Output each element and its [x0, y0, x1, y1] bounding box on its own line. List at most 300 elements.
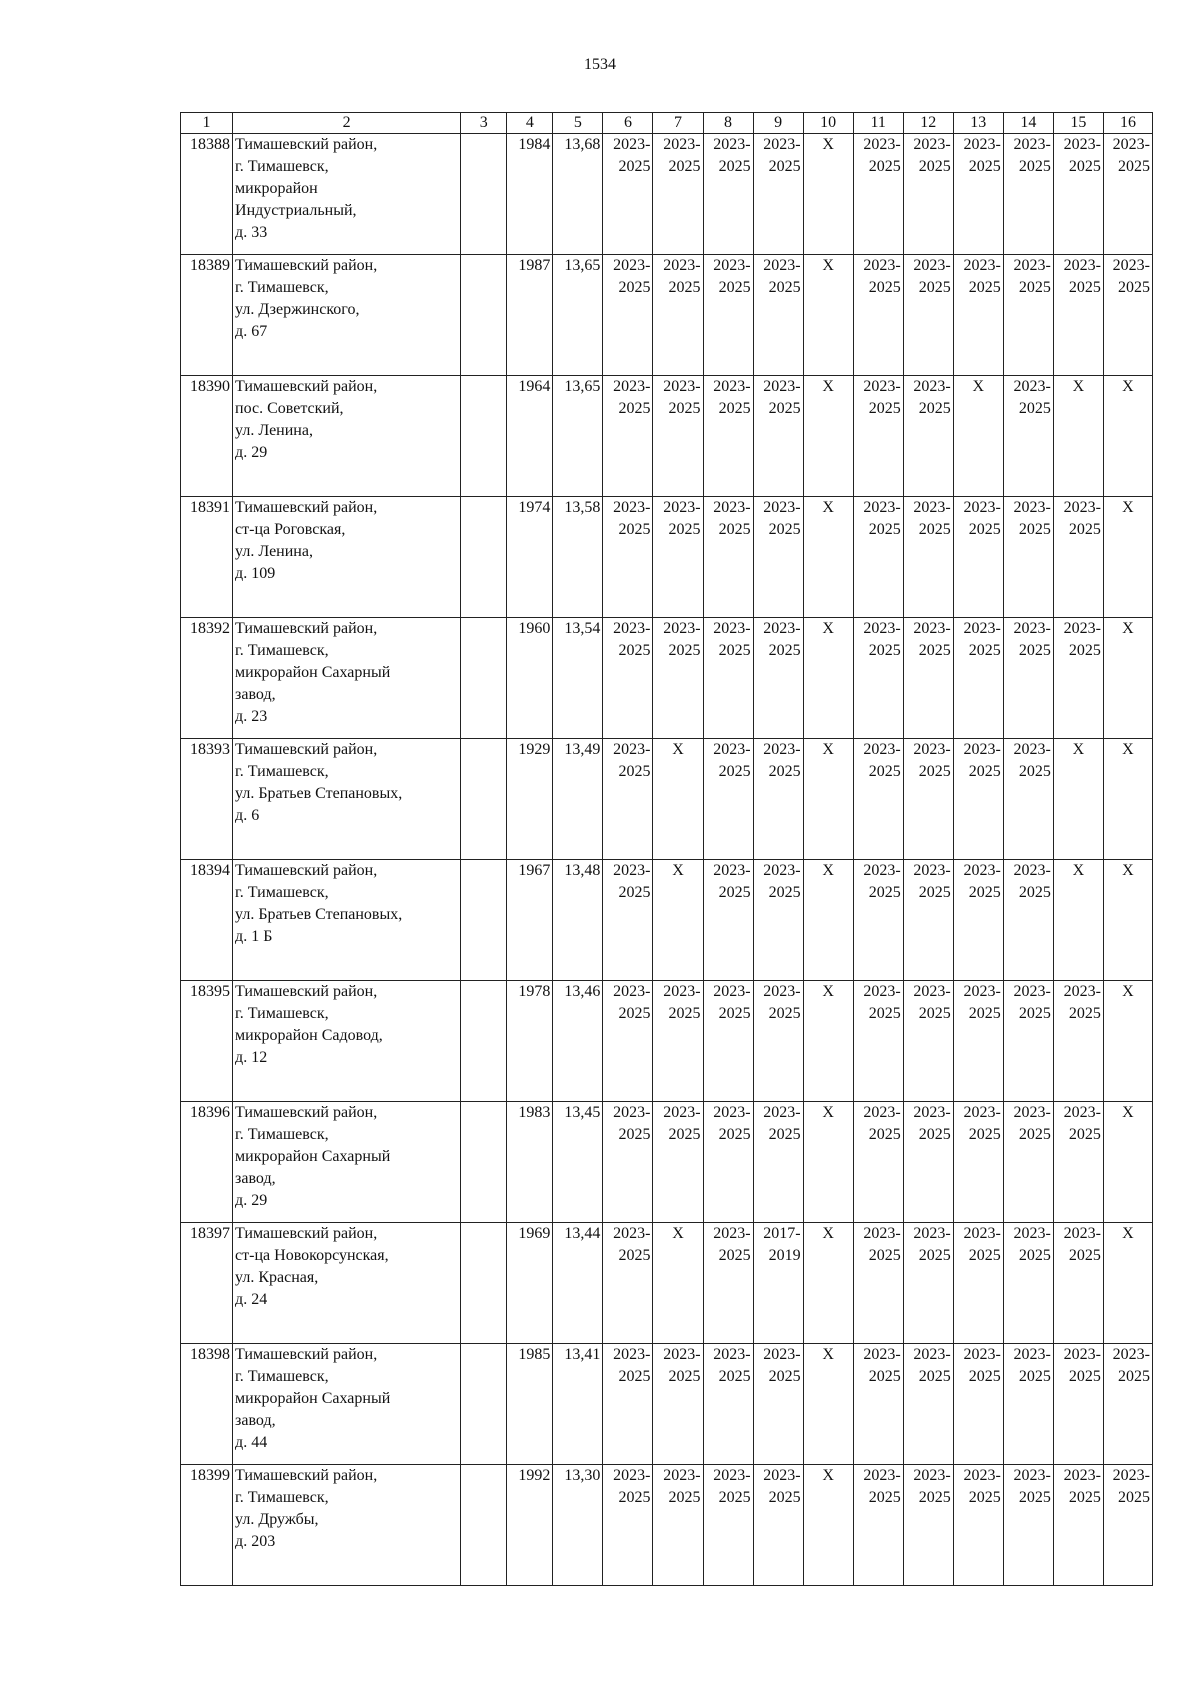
period-end: 2025 — [918, 642, 951, 659]
period-end: 2025 — [868, 1126, 901, 1143]
table-row — [181, 1102, 1153, 1223]
address-cell — [233, 497, 461, 618]
period-start: 2023- — [913, 1225, 951, 1242]
period-cell-col-12 — [903, 1102, 953, 1223]
period-start: 2023- — [863, 136, 901, 153]
period-cell-col-12 — [903, 1344, 953, 1465]
period-cell-col-10: X — [803, 255, 853, 376]
period-end: 2025 — [868, 1489, 901, 1506]
period-end: 2025 — [668, 1368, 701, 1385]
period-end: 2025 — [868, 763, 901, 780]
period-end: 2025 — [1068, 1368, 1101, 1385]
period-end: 2025 — [968, 279, 1001, 296]
address-cell — [233, 618, 461, 739]
address-line: ул. Дзержинского, — [235, 301, 360, 318]
value-cell: 13,68 — [553, 134, 603, 255]
period-start: 2023- — [763, 741, 801, 758]
period-start: 2023- — [613, 499, 651, 516]
table-row — [181, 618, 1153, 739]
period-cell-col-11 — [853, 1102, 903, 1223]
period-start: 2023- — [663, 378, 701, 395]
column-3-cell — [461, 1102, 507, 1223]
period-start: 2023- — [763, 1467, 801, 1484]
period-cell-col-15 — [1053, 497, 1103, 618]
period-cell-col-13 — [953, 497, 1003, 618]
period-end: 2025 — [968, 1247, 1001, 1264]
period-start: 2023- — [1063, 1346, 1101, 1363]
address-cell — [233, 981, 461, 1102]
address-line: г. Тимашевск, — [235, 279, 329, 296]
period-cell-col-16 — [1103, 1344, 1152, 1465]
period-cell-col-13 — [953, 618, 1003, 739]
period-cell-col-9 — [753, 497, 803, 618]
period-cell-col-16: X — [1103, 497, 1152, 618]
period-start: 2023- — [613, 620, 651, 637]
period-cell-col-7 — [653, 134, 703, 255]
period-cell-col-13 — [953, 1102, 1003, 1223]
period-start: 2023- — [1063, 620, 1101, 637]
period-cell-col-13 — [953, 1465, 1003, 1586]
period-cell-col-8 — [703, 255, 753, 376]
period-cell-col-12 — [903, 1223, 953, 1344]
period-cell-col-12 — [903, 739, 953, 860]
period-cell-col-16 — [1103, 1465, 1152, 1586]
period-start: 2023- — [963, 983, 1001, 1000]
period-end: 2025 — [618, 763, 651, 780]
period-start: 2017- — [763, 1225, 801, 1242]
period-cell-col-10: X — [803, 981, 853, 1102]
period-end: 2025 — [618, 279, 651, 296]
address-cell — [233, 134, 461, 255]
period-start: 2023- — [1063, 499, 1101, 516]
table-row — [181, 134, 1153, 255]
period-cell-col-15 — [1053, 1344, 1103, 1465]
period-cell-col-10: X — [803, 134, 853, 255]
period-start: 2023- — [1013, 1104, 1051, 1121]
period-start: 2023- — [1112, 257, 1150, 274]
period-start: 2023- — [913, 620, 951, 637]
period-end: 2025 — [968, 1005, 1001, 1022]
period-end: 2025 — [868, 642, 901, 659]
period-end: 2025 — [918, 1005, 951, 1022]
period-start: 2023- — [763, 1104, 801, 1121]
period-cell-col-8 — [703, 134, 753, 255]
column-header-6: 6 — [603, 113, 653, 134]
table-row — [181, 739, 1153, 860]
address-line: завод, — [235, 1170, 276, 1187]
period-start: 2023- — [913, 499, 951, 516]
period-end: 2025 — [718, 642, 751, 659]
period-cell-col-6 — [603, 618, 653, 739]
period-end: 2025 — [618, 1126, 651, 1143]
period-end: 2025 — [968, 1126, 1001, 1143]
period-cell-col-9 — [753, 134, 803, 255]
period-start: 2023- — [713, 257, 751, 274]
period-end: 2025 — [968, 642, 1001, 659]
address-line: микрорайон Сахарный — [235, 1390, 391, 1407]
year-cell: 1987 — [507, 255, 553, 376]
address-line: д. 109 — [235, 565, 276, 582]
address-line: Индустриальный, — [235, 202, 357, 219]
period-start: 2023- — [613, 378, 651, 395]
period-start: 2023- — [863, 1346, 901, 1363]
period-cell-col-15 — [1053, 618, 1103, 739]
period-cell-col-13: X — [953, 376, 1003, 497]
row-number: 18392 — [181, 618, 233, 739]
table-header — [181, 113, 1153, 134]
period-cell-col-6 — [603, 497, 653, 618]
period-cell-col-13 — [953, 981, 1003, 1102]
row-number: 18397 — [181, 1223, 233, 1344]
period-start: 2023- — [913, 862, 951, 879]
period-cell-col-16: X — [1103, 739, 1152, 860]
period-start: 2023- — [763, 862, 801, 879]
period-start: 2023- — [963, 1225, 1001, 1242]
period-start: 2023- — [963, 741, 1001, 758]
period-start: 2023- — [963, 1104, 1001, 1121]
period-cell-col-14 — [1003, 497, 1053, 618]
address-line: Тимашевский район, — [235, 862, 378, 879]
period-start: 2023- — [663, 1467, 701, 1484]
period-cell-col-15 — [1053, 134, 1103, 255]
period-end: 2025 — [1018, 1126, 1051, 1143]
period-cell-col-11 — [853, 255, 903, 376]
address-line: д. 23 — [235, 708, 268, 725]
period-cell-col-15 — [1053, 1223, 1103, 1344]
column-3-cell — [461, 1344, 507, 1465]
period-cell-col-11 — [853, 1223, 903, 1344]
period-start: 2023- — [1112, 1346, 1150, 1363]
period-cell-col-13 — [953, 134, 1003, 255]
period-cell-col-14 — [1003, 376, 1053, 497]
address-line: г. Тимашевск, — [235, 1489, 329, 1506]
row-number: 18393 — [181, 739, 233, 860]
address-line: г. Тимашевск, — [235, 763, 329, 780]
period-end: 2025 — [918, 158, 951, 175]
year-cell: 1969 — [507, 1223, 553, 1344]
period-cell-col-12 — [903, 255, 953, 376]
period-end: 2025 — [1068, 1005, 1101, 1022]
address-line: Тимашевский район, — [235, 378, 378, 395]
address-line: д. 24 — [235, 1291, 268, 1308]
period-cell-col-13 — [953, 860, 1003, 981]
period-cell-col-14 — [1003, 739, 1053, 860]
period-end: 2025 — [718, 763, 751, 780]
period-start: 2023- — [763, 1346, 801, 1363]
period-start: 2023- — [713, 1467, 751, 1484]
address-line: ул. Ленина, — [235, 543, 313, 560]
period-end: 2025 — [1018, 884, 1051, 901]
year-cell: 1984 — [507, 134, 553, 255]
period-start: 2023- — [913, 1467, 951, 1484]
period-end: 2025 — [618, 642, 651, 659]
period-cell-col-11 — [853, 860, 903, 981]
header-row — [181, 113, 1153, 134]
address-line: ул. Братьев Степановых, — [235, 906, 403, 923]
period-start: 2023- — [763, 620, 801, 637]
period-cell-col-9 — [753, 1344, 803, 1465]
period-start: 2023- — [1013, 983, 1051, 1000]
period-cell-col-9 — [753, 376, 803, 497]
period-start: 2023- — [713, 1225, 751, 1242]
period-start: 2023- — [1013, 378, 1051, 395]
period-start: 2023- — [963, 257, 1001, 274]
period-start: 2023- — [663, 1104, 701, 1121]
period-start: 2023- — [763, 983, 801, 1000]
period-cell-col-12 — [903, 618, 953, 739]
period-end: 2025 — [618, 1247, 651, 1264]
period-start: 2023- — [1063, 1104, 1101, 1121]
table-row — [181, 981, 1153, 1102]
period-end: 2025 — [1018, 1489, 1051, 1506]
address-line: г. Тимашевск, — [235, 1368, 329, 1385]
period-start: 2023- — [763, 499, 801, 516]
period-cell-col-7: X — [653, 860, 703, 981]
row-number: 18388 — [181, 134, 233, 255]
period-cell-col-10: X — [803, 1102, 853, 1223]
year-cell: 1929 — [507, 739, 553, 860]
period-cell-col-8 — [703, 618, 753, 739]
period-cell-col-7 — [653, 1102, 703, 1223]
value-cell: 13,54 — [553, 618, 603, 739]
column-header-9: 9 — [753, 113, 803, 134]
column-header-16: 16 — [1103, 113, 1152, 134]
address-line: Тимашевский район, — [235, 741, 378, 758]
column-3-cell — [461, 860, 507, 981]
period-end: 2025 — [768, 158, 801, 175]
period-cell-col-7 — [653, 376, 703, 497]
address-line: микрорайон — [235, 180, 318, 197]
period-end: 2025 — [868, 279, 901, 296]
period-end: 2025 — [868, 1368, 901, 1385]
period-end: 2025 — [918, 763, 951, 780]
period-start: 2023- — [863, 499, 901, 516]
period-start: 2023- — [713, 378, 751, 395]
value-cell: 13,65 — [553, 255, 603, 376]
address-line: ул. Красная, — [235, 1269, 319, 1286]
period-start: 2023- — [963, 499, 1001, 516]
period-end: 2025 — [618, 1489, 651, 1506]
address-line: Тимашевский район, — [235, 257, 378, 274]
column-3-cell — [461, 255, 507, 376]
period-end: 2025 — [1018, 400, 1051, 417]
address-cell — [233, 860, 461, 981]
period-end: 2025 — [1018, 763, 1051, 780]
period-cell-col-16: X — [1103, 981, 1152, 1102]
period-cell-col-11 — [853, 981, 903, 1102]
period-end: 2025 — [918, 884, 951, 901]
period-cell-col-10: X — [803, 739, 853, 860]
period-cell-col-7 — [653, 497, 703, 618]
period-end: 2025 — [918, 1126, 951, 1143]
period-cell-col-14 — [1003, 134, 1053, 255]
period-cell-col-10: X — [803, 376, 853, 497]
period-start: 2023- — [1112, 1467, 1150, 1484]
period-end: 2025 — [918, 279, 951, 296]
period-start: 2023- — [863, 862, 901, 879]
table-row — [181, 497, 1153, 618]
period-cell-col-14 — [1003, 1102, 1053, 1223]
period-end: 2025 — [618, 884, 651, 901]
period-start: 2023- — [1013, 136, 1051, 153]
period-end: 2025 — [918, 1368, 951, 1385]
period-cell-col-7 — [653, 981, 703, 1102]
period-cell-col-8 — [703, 1344, 753, 1465]
period-end: 2025 — [768, 521, 801, 538]
table-row — [181, 1465, 1153, 1586]
period-cell-col-16 — [1103, 134, 1152, 255]
period-start: 2023- — [913, 136, 951, 153]
period-start: 2023- — [613, 741, 651, 758]
period-start: 2023- — [713, 136, 751, 153]
period-start: 2023- — [713, 620, 751, 637]
column-header-1: 1 — [181, 113, 233, 134]
address-line: г. Тимашевск, — [235, 158, 329, 175]
period-start: 2023- — [613, 136, 651, 153]
period-start: 2023- — [1112, 136, 1150, 153]
address-line: г. Тимашевск, — [235, 1005, 329, 1022]
address-cell — [233, 255, 461, 376]
period-cell-col-12 — [903, 860, 953, 981]
period-cell-col-14 — [1003, 255, 1053, 376]
period-cell-col-16: X — [1103, 1223, 1152, 1344]
period-cell-col-15: X — [1053, 376, 1103, 497]
value-cell: 13,58 — [553, 497, 603, 618]
period-cell-col-10: X — [803, 1465, 853, 1586]
year-cell: 1964 — [507, 376, 553, 497]
period-start: 2023- — [663, 499, 701, 516]
period-cell-col-12 — [903, 981, 953, 1102]
table-row — [181, 376, 1153, 497]
column-3-cell — [461, 134, 507, 255]
address-line: Тимашевский район, — [235, 499, 378, 516]
period-cell-col-12 — [903, 376, 953, 497]
period-start: 2023- — [713, 741, 751, 758]
row-number: 18389 — [181, 255, 233, 376]
row-number: 18399 — [181, 1465, 233, 1586]
period-cell-col-14 — [1003, 1344, 1053, 1465]
period-end: 2025 — [868, 1005, 901, 1022]
period-start: 2023- — [763, 257, 801, 274]
period-end: 2025 — [618, 1368, 651, 1385]
value-cell: 13,30 — [553, 1465, 603, 1586]
period-cell-col-14 — [1003, 1223, 1053, 1344]
period-end: 2025 — [1018, 642, 1051, 659]
address-line: д. 12 — [235, 1049, 268, 1066]
year-cell: 1978 — [507, 981, 553, 1102]
period-start: 2023- — [963, 136, 1001, 153]
period-end: 2025 — [768, 400, 801, 417]
period-cell-col-14 — [1003, 618, 1053, 739]
year-cell: 1967 — [507, 860, 553, 981]
address-line: д. 1 Б — [235, 928, 273, 945]
period-start: 2023- — [1013, 741, 1051, 758]
address-cell — [233, 376, 461, 497]
period-cell-col-7 — [653, 618, 703, 739]
address-line: Тимашевский район, — [235, 1104, 378, 1121]
housing-registry-table — [180, 112, 1153, 1586]
column-header-13: 13 — [953, 113, 1003, 134]
address-line: ул. Братьев Степановых, — [235, 785, 403, 802]
column-header-4: 4 — [507, 113, 553, 134]
address-line: микрорайон Сахарный — [235, 664, 391, 681]
period-cell-col-8 — [703, 497, 753, 618]
period-end: 2025 — [968, 158, 1001, 175]
period-start: 2023- — [863, 741, 901, 758]
period-cell-col-6 — [603, 376, 653, 497]
period-cell-col-15 — [1053, 1102, 1103, 1223]
period-end: 2025 — [1018, 1247, 1051, 1264]
table-row — [181, 860, 1153, 981]
period-start: 2023- — [863, 1467, 901, 1484]
period-end: 2025 — [668, 1489, 701, 1506]
period-cell-col-11 — [853, 739, 903, 860]
column-header-8: 8 — [703, 113, 753, 134]
year-cell: 1992 — [507, 1465, 553, 1586]
period-start: 2023- — [863, 1225, 901, 1242]
column-header-10: 10 — [803, 113, 853, 134]
period-cell-col-9 — [753, 618, 803, 739]
period-end: 2025 — [718, 1005, 751, 1022]
period-cell-col-8 — [703, 376, 753, 497]
period-cell-col-15 — [1053, 1465, 1103, 1586]
period-cell-col-15 — [1053, 255, 1103, 376]
address-cell — [233, 1344, 461, 1465]
row-number: 18395 — [181, 981, 233, 1102]
period-start: 2023- — [613, 983, 651, 1000]
address-line: Тимашевский район, — [235, 1467, 378, 1484]
period-end: 2025 — [1068, 1489, 1101, 1506]
period-end: 2025 — [768, 884, 801, 901]
period-end: 2025 — [1068, 158, 1101, 175]
period-end: 2025 — [768, 279, 801, 296]
period-end: 2025 — [618, 158, 651, 175]
row-number: 18390 — [181, 376, 233, 497]
column-header-11: 11 — [853, 113, 903, 134]
period-start: 2023- — [1063, 136, 1101, 153]
period-start: 2023- — [763, 378, 801, 395]
period-cell-col-9 — [753, 1223, 803, 1344]
period-start: 2023- — [613, 862, 651, 879]
period-cell-col-9 — [753, 1465, 803, 1586]
period-cell-col-10: X — [803, 497, 853, 618]
address-line: д. 29 — [235, 444, 268, 461]
address-line: пос. Советский, — [235, 400, 344, 417]
period-cell-col-6 — [603, 1102, 653, 1223]
column-header-12: 12 — [903, 113, 953, 134]
address-cell — [233, 1102, 461, 1223]
period-end: 2025 — [668, 279, 701, 296]
period-end: 2025 — [1118, 158, 1150, 175]
period-cell-col-6 — [603, 1223, 653, 1344]
column-3-cell — [461, 618, 507, 739]
address-line: д. 203 — [235, 1533, 276, 1550]
period-end: 2025 — [768, 763, 801, 780]
period-start: 2023- — [863, 378, 901, 395]
period-cell-col-10: X — [803, 1223, 853, 1344]
address-line: Тимашевский район, — [235, 620, 378, 637]
period-end: 2025 — [1068, 521, 1101, 538]
period-start: 2023- — [1063, 1467, 1101, 1484]
period-start: 2023- — [613, 1225, 651, 1242]
value-cell: 13,48 — [553, 860, 603, 981]
period-start: 2023- — [1013, 1225, 1051, 1242]
year-cell: 1960 — [507, 618, 553, 739]
period-end: 2025 — [918, 1247, 951, 1264]
period-start: 2023- — [963, 1467, 1001, 1484]
period-start: 2023- — [713, 983, 751, 1000]
address-line: завод, — [235, 686, 276, 703]
